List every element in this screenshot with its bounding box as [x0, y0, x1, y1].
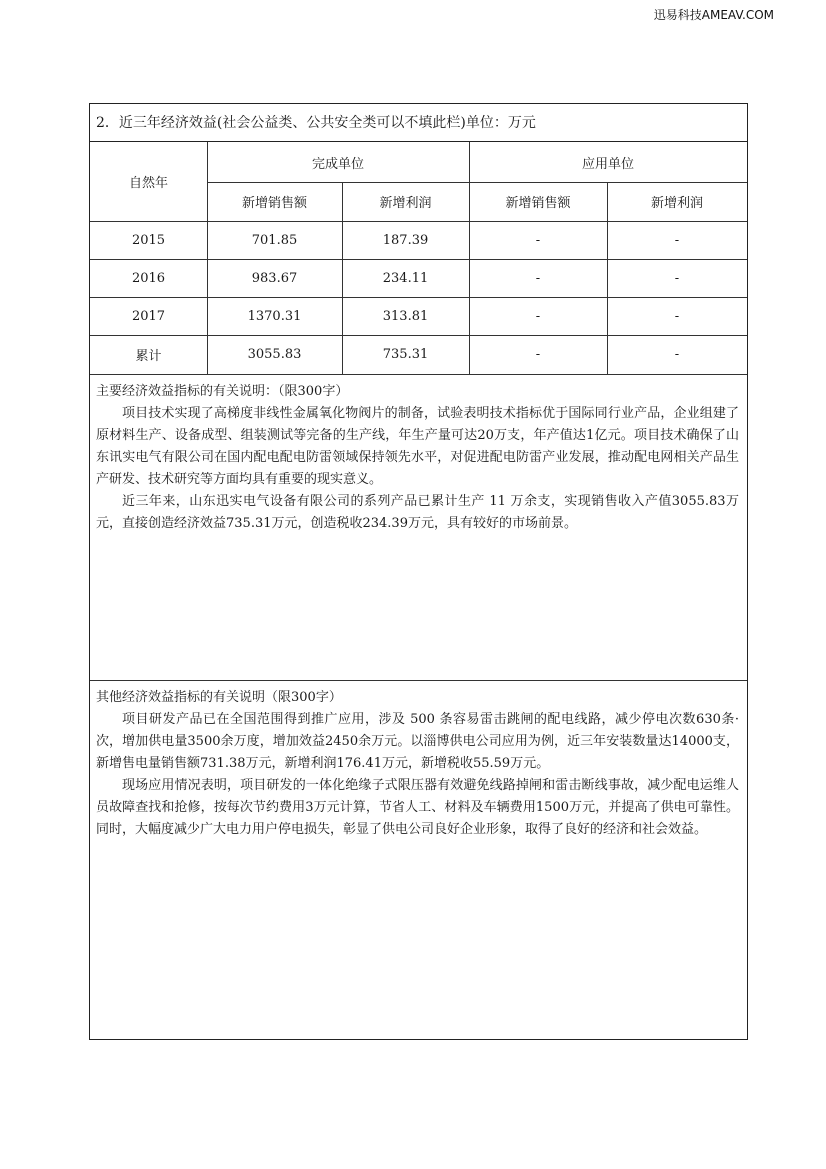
table-cell: -: [674, 270, 680, 286]
sub-header: 新增利润: [379, 196, 432, 211]
table-cell: -: [535, 270, 541, 286]
table-cell: 1370.31: [247, 308, 302, 324]
table-cell: 3055.83: [247, 347, 302, 362]
main-notes-section: [90, 380, 747, 680]
row-year: 2017: [131, 308, 166, 324]
row-year: 2016: [131, 270, 166, 286]
table-cell: 983.67: [251, 270, 298, 286]
table-cell: -: [535, 308, 541, 324]
group-header-completion: 完成单位: [311, 156, 364, 172]
form-frame: [89, 103, 748, 1040]
row-year: 2015: [131, 232, 166, 248]
other-notes-paragraph: 项目研发产品已在全国范围得到推广应用，涉及 500 条容易雷击跳闸的配电线路，减少停电次数630条·次，增加供电量3500余万度，增加效益2450余万元。以淄博供电公司应用为例，近三年安装数量达14000支，新增售电量销售额731.38万元，新增利润176.41万元，新增税收55.59万元。: [96, 712, 739, 771]
table-cell: -: [535, 232, 541, 248]
table-cell: 313.81: [382, 308, 429, 324]
main-notes-paragraph: 近三年来，山东迅实电气设备有限公司的系列产品已累计生产 11 万余支，实现销售收入产值3055.83万元，直接创造经济效益735.31万元，创造税收234.39万元，具有较好的市场前景。: [96, 494, 739, 531]
table-cell: 735.31: [382, 347, 429, 362]
table-cell: -: [535, 347, 541, 362]
sub-header: 新增销售额: [505, 196, 571, 211]
main-notes-paragraph: 项目技术实现了高梯度非线性金属氧化物阀片的制备，试验表明技术指标优于国际同行业产品，企业组建了原材料生产、设备成型、组装测试等完备的生产线，年生产量可达20万支，年产值达1亿元。项目技术确保了山东讯实电气有限公司在国内配电配电防雷领域保持领先水平，对促进配电防雷产业发展，推动配电网相关产品生产研发、技术研究等方面均具有重要的现实意义。: [96, 406, 739, 487]
section-divider: [90, 680, 747, 681]
table-cell: 187.39: [382, 232, 429, 248]
other-notes-paragraph: 现场应用情况表明，项目研发的一体化绝缘子式限压器有效避免线路掉闸和雷击断线事故，减少配电运维人员故障查找和抢修，按每次节约费用3万元计算，节省人工、材料及车辆费用1500万元，并提高了供电可靠性。同时，大幅度减少广大电力用户停电损失，彰显了供电公司良好企业形象，取得了良好的经济和社会效益。: [96, 778, 739, 837]
other-notes-heading: 其他经济效益指标的有关说明（限300字）: [96, 690, 342, 705]
section-title: 2．近三年经济效益(社会公益类、公共安全类可以不填此栏)单位：万元: [90, 104, 747, 142]
year-header: 自然年: [128, 176, 168, 191]
table-cell: -: [674, 232, 680, 248]
site-watermark: 迅易科技AMEAV.COM: [653, 8, 774, 22]
other-notes-section: [90, 686, 747, 1036]
row-year: 累计: [135, 349, 162, 364]
sub-header: 新增利润: [650, 196, 703, 211]
table-cell: -: [674, 308, 680, 324]
group-header-application: 应用单位: [581, 156, 634, 172]
main-notes-heading: 主要经济效益指标的有关说明：（限300字）: [96, 384, 349, 399]
table-cell: -: [674, 347, 680, 362]
grid-line: [90, 374, 747, 375]
table-cell: 234.11: [382, 270, 429, 286]
table-cell: 701.85: [251, 232, 298, 248]
sub-header: 新增销售额: [241, 196, 307, 211]
